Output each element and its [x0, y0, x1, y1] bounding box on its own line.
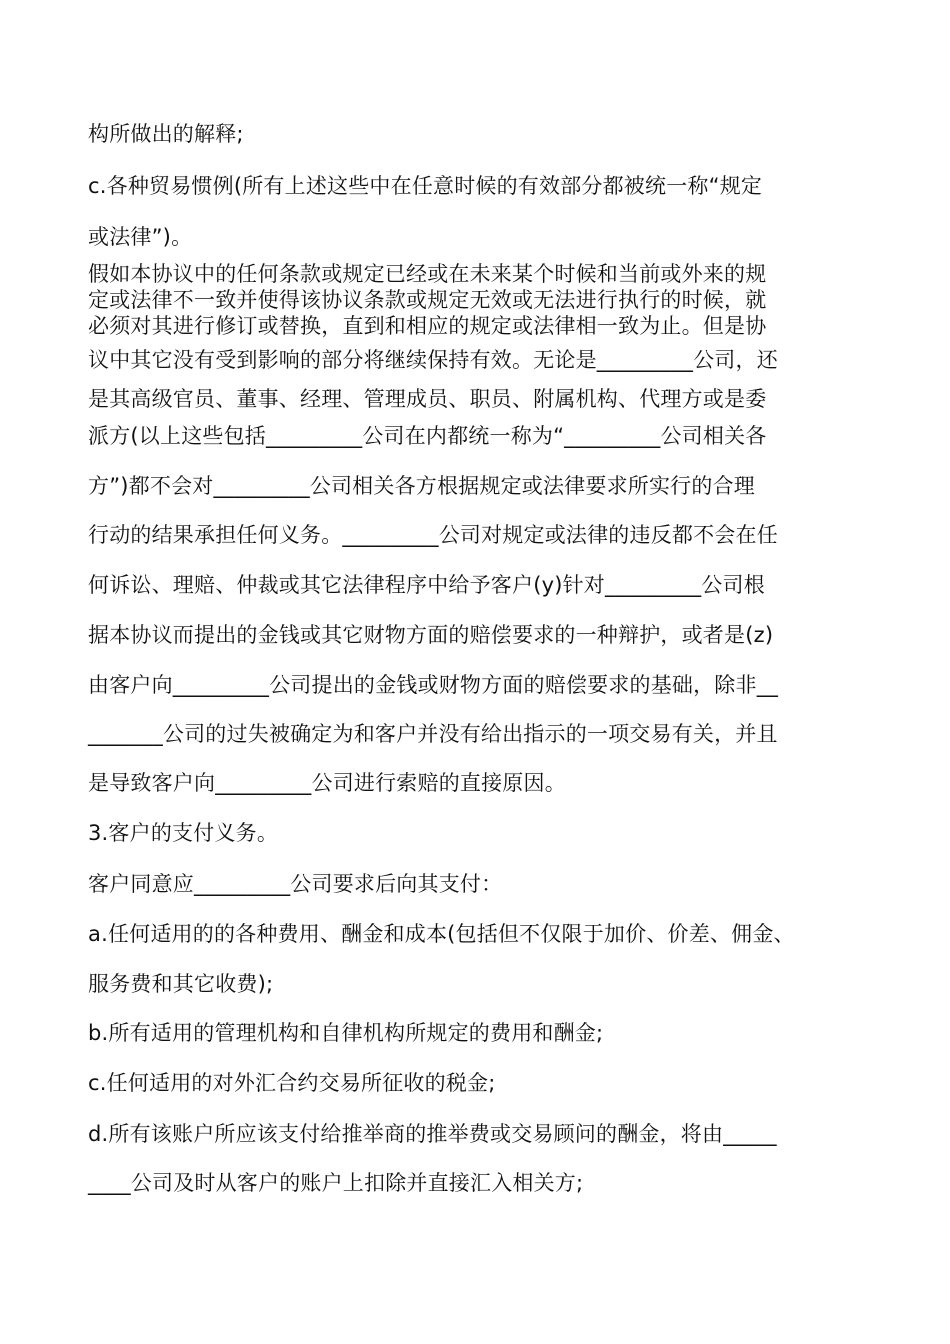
text-line: b.所有适用的管理机构和自律机构所规定的费用和酬金; — [88, 1021, 604, 1045]
text-line: ____公司及时从客户的账户上扣除并直接汇入相关方; — [88, 1171, 584, 1195]
text-line: 行动的结果承担任何义务。_________公司对规定或法律的违反都不会在任 — [88, 523, 778, 547]
text-line: c.各种贸易惯例(所有上述这些中在任意时候的有效部分都被统一称“规定 — [88, 174, 763, 198]
text-line: 定或法律不一致并使得该协议条款或规定无效或无法进行执行的时候，就 — [88, 288, 767, 312]
text-line: 服务费和其它收费); — [88, 972, 274, 996]
text-line: c.任何适用的对外汇合约交易所征收的税金; — [88, 1071, 496, 1095]
text-line: 是其高级官员、董事、经理、管理成员、职员、附属机构、代理方或是委 — [88, 387, 767, 411]
text-line: d.所有该账户所应该支付给推举商的推举费或交易顾问的酬金，将由_____ — [88, 1122, 777, 1146]
text-line: 议中其它没有受到影响的部分将继续保持有效。无论是_________公司，还 — [88, 348, 778, 372]
section-heading: 3.客户的支付义务。 — [88, 821, 279, 845]
text-line: 由客户向_________公司提出的金钱或财物方面的赔偿要求的基础，除非__ — [88, 673, 779, 697]
text-line: 或法律”)。 — [88, 225, 193, 249]
text-line: 假如本协议中的任何条款或规定已经或在未来某个时候和当前或外来的规 — [88, 262, 767, 286]
text-line: 是导致客户向_________公司进行索赔的直接原因。 — [88, 771, 566, 795]
text-line: 客户同意应_________公司要求后向其支付： — [88, 872, 503, 896]
text-line: 方”)都不会对_________公司相关各方根据规定或法律要求所实行的合理 — [88, 474, 755, 498]
text-line: 何诉讼、理赔、仲裁或其它法律程序中给予客户(y)针对_________公司根 — [88, 573, 765, 597]
text-line: 据本协议而提出的金钱或其它财物方面的赔偿要求的一种辩护，或者是(z) — [88, 623, 774, 647]
text-line: 构所做出的解释; — [88, 122, 244, 146]
text-line: _______公司的过失被确定为和客户并没有给出指示的一项交易有关，并且 — [88, 722, 778, 746]
text-line: 必须对其进行修订或替换，直到和相应的规定或法律相一致为止。但是协 — [88, 314, 767, 338]
text-line: a.任何适用的的各种费用、酬金和成本(包括但不仅限于加价、价差、佣金、 — [88, 922, 795, 946]
text-line: 派方(以上这些包括_________公司在内都统一称为“_________公司相关各 — [88, 424, 767, 448]
